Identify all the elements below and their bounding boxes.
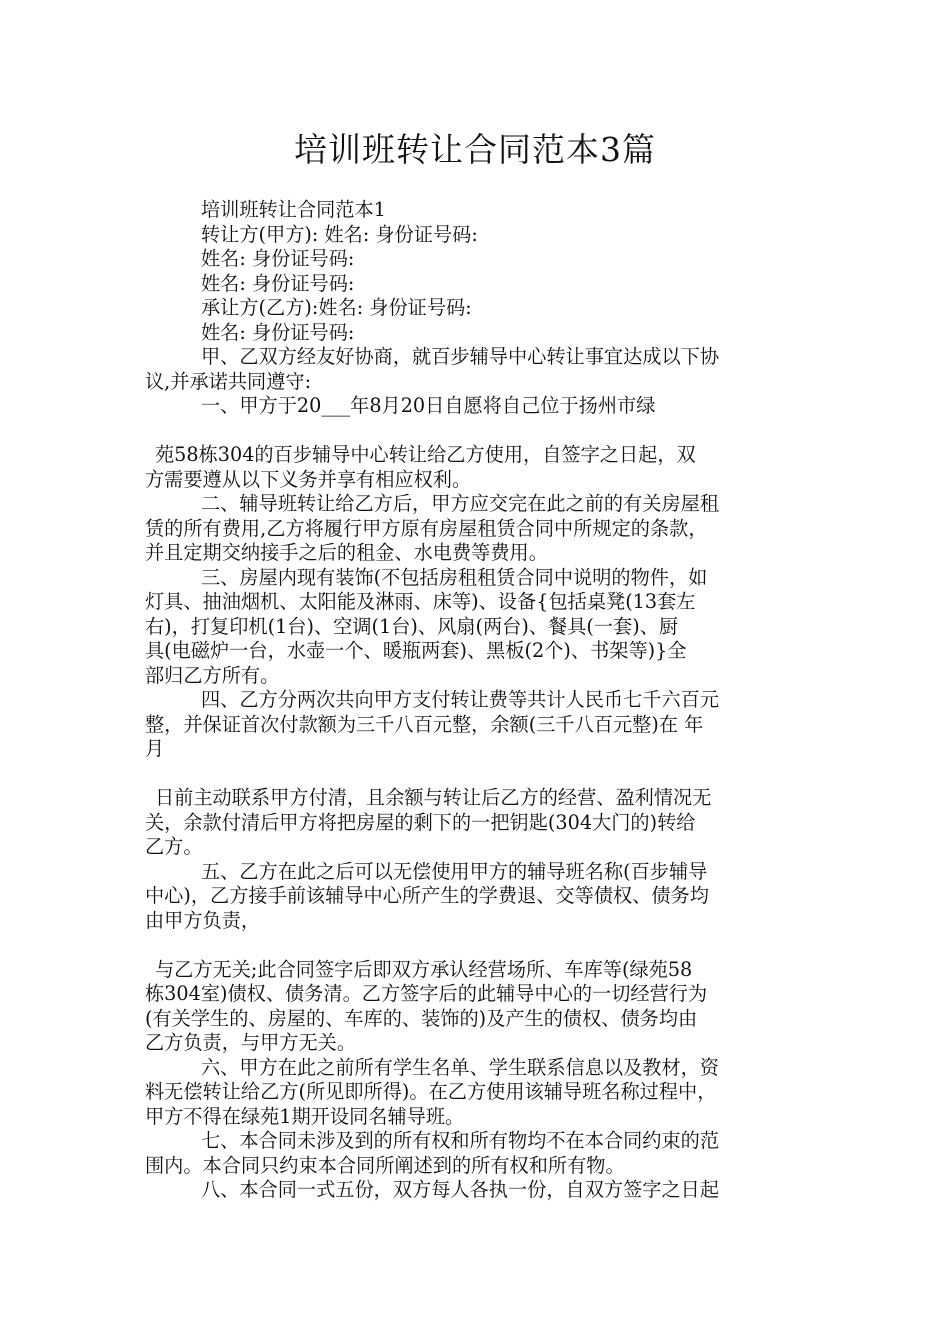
clause-1-line: 苑58栋304的百步辅导中心转让给乙方使用，自签字之日起，双 xyxy=(155,443,696,466)
clause-3-line: 灯具、抽油烟机、太阳能及淋雨、床等)、设备{包括桌凳(13套左 xyxy=(145,590,696,613)
name-id-line: 姓名: 身份证号码: xyxy=(201,271,355,295)
clause-5-line: 栋304室)债权、债务清。乙方签字后的此辅导中心的一切经营行为 xyxy=(145,982,708,1005)
clause-8-line: 八、本合同一式五份，双方每人各执一份，自双方签字之日起 xyxy=(201,1178,720,1201)
clause-3-line: 三、房屋内现有装饰(不包括房租租赁合同中说明的物件，如 xyxy=(201,565,708,589)
clause-6-line: 料无偿转让给乙方(所见即所得)。在乙方使用该辅导班名称过程中， xyxy=(145,1080,717,1103)
clause-4-line: 整，并保证首次付款额为三千八百元整，余额(三千八百元整)在 年 xyxy=(145,712,704,736)
clause-4-line: 乙方。 xyxy=(145,835,203,858)
clause-5-line: 五、乙方在此之后可以无偿使用甲方的辅导班名称(百步辅导 xyxy=(201,859,708,883)
clause-4-line: 月 xyxy=(145,737,165,760)
name-id-line: 姓名: 身份证号码: xyxy=(201,320,355,344)
paragraph-line: 议,并承诺共同遵守: xyxy=(145,369,312,393)
clause-5-line: (有关学生的、房屋的、车库的、装饰的)及产生的债权、债务均由 xyxy=(145,1006,698,1030)
paragraph-line: 甲、乙双方经友好协商，就百步辅导中心转让事宜达成以下协 xyxy=(201,345,720,368)
transferor-line: 转让方(甲方): 姓名: 身份证号码: xyxy=(201,222,478,246)
clause-3-line: 部归乙方所有。 xyxy=(145,663,280,687)
document-title: 培训班转让合同范本3篇 xyxy=(294,130,656,169)
document-body xyxy=(145,198,805,1203)
transferee-line: 承让方(乙方):姓名: 身份证号码: xyxy=(201,296,472,319)
clause-3-line: 具(电磁炉一台，水壶一个、暖瓶两套)、黑板(2个)、书架等)}全 xyxy=(145,639,687,662)
name-id-line: 姓名: 身份证号码: xyxy=(201,247,355,270)
clause-1-line: 方需要遵从以下义务并享有相应权利。 xyxy=(145,467,472,491)
clause-7-line: 围内。本合同只约束本合同所阐述到的所有权和所有物。 xyxy=(145,1153,625,1177)
clause-6-line: 六、甲方在此之前所有学生名单、学生联系信息以及教材，资 xyxy=(201,1055,720,1079)
clause-7-line: 七、本合同未涉及到的所有权和所有物均不在本合同约束的范 xyxy=(201,1129,720,1152)
clause-5-line: 中心)，乙方接手前该辅导中心所产生的学费退、交等债权、债务均 xyxy=(145,884,709,907)
clause-5-line: 乙方负责，与甲方无关。 xyxy=(145,1031,357,1054)
clause-4-line: 日前主动联系甲方付清，且余额与转让后乙方的经营、盈利情况无 xyxy=(155,786,712,809)
clause-4-line: 关，余款付清后甲方将把房屋的剩下的一把钥匙(304大门的)转给 xyxy=(145,810,696,834)
clause-2-line: 并且定期交纳接手之后的租金、水电费等费用。 xyxy=(145,541,548,564)
clause-2-line: 二、辅导班转让给乙方后，甲方应交完在此之前的有关房屋租 xyxy=(201,492,720,515)
clause-5-line: 由甲方负责， xyxy=(145,908,261,932)
clause-1-line: 一、甲方于20___年8月20日自愿将自己位于扬州市绿 xyxy=(201,394,656,417)
clause-2-line: 赁的所有费用,乙方将履行甲方原有房屋租赁合同中所规定的条款， xyxy=(145,516,708,540)
clause-3-line: 右)，打复印机(1台)、空调(1台)、风扇(两台)、餐具(一套)、厨 xyxy=(145,614,679,638)
clause-6-line: 甲方不得在绿苑1期开设同名辅导班。 xyxy=(145,1104,465,1128)
clause-5-line: 与乙方无关;此合同签字后即双方承认经营场所、车库等(绿苑58 xyxy=(155,957,693,981)
section-heading: 培训班转让合同范本1 xyxy=(201,198,386,221)
clause-4-line: 四、乙方分两次共向甲方支付转让费等共计人民币七千六百元 xyxy=(201,688,720,711)
